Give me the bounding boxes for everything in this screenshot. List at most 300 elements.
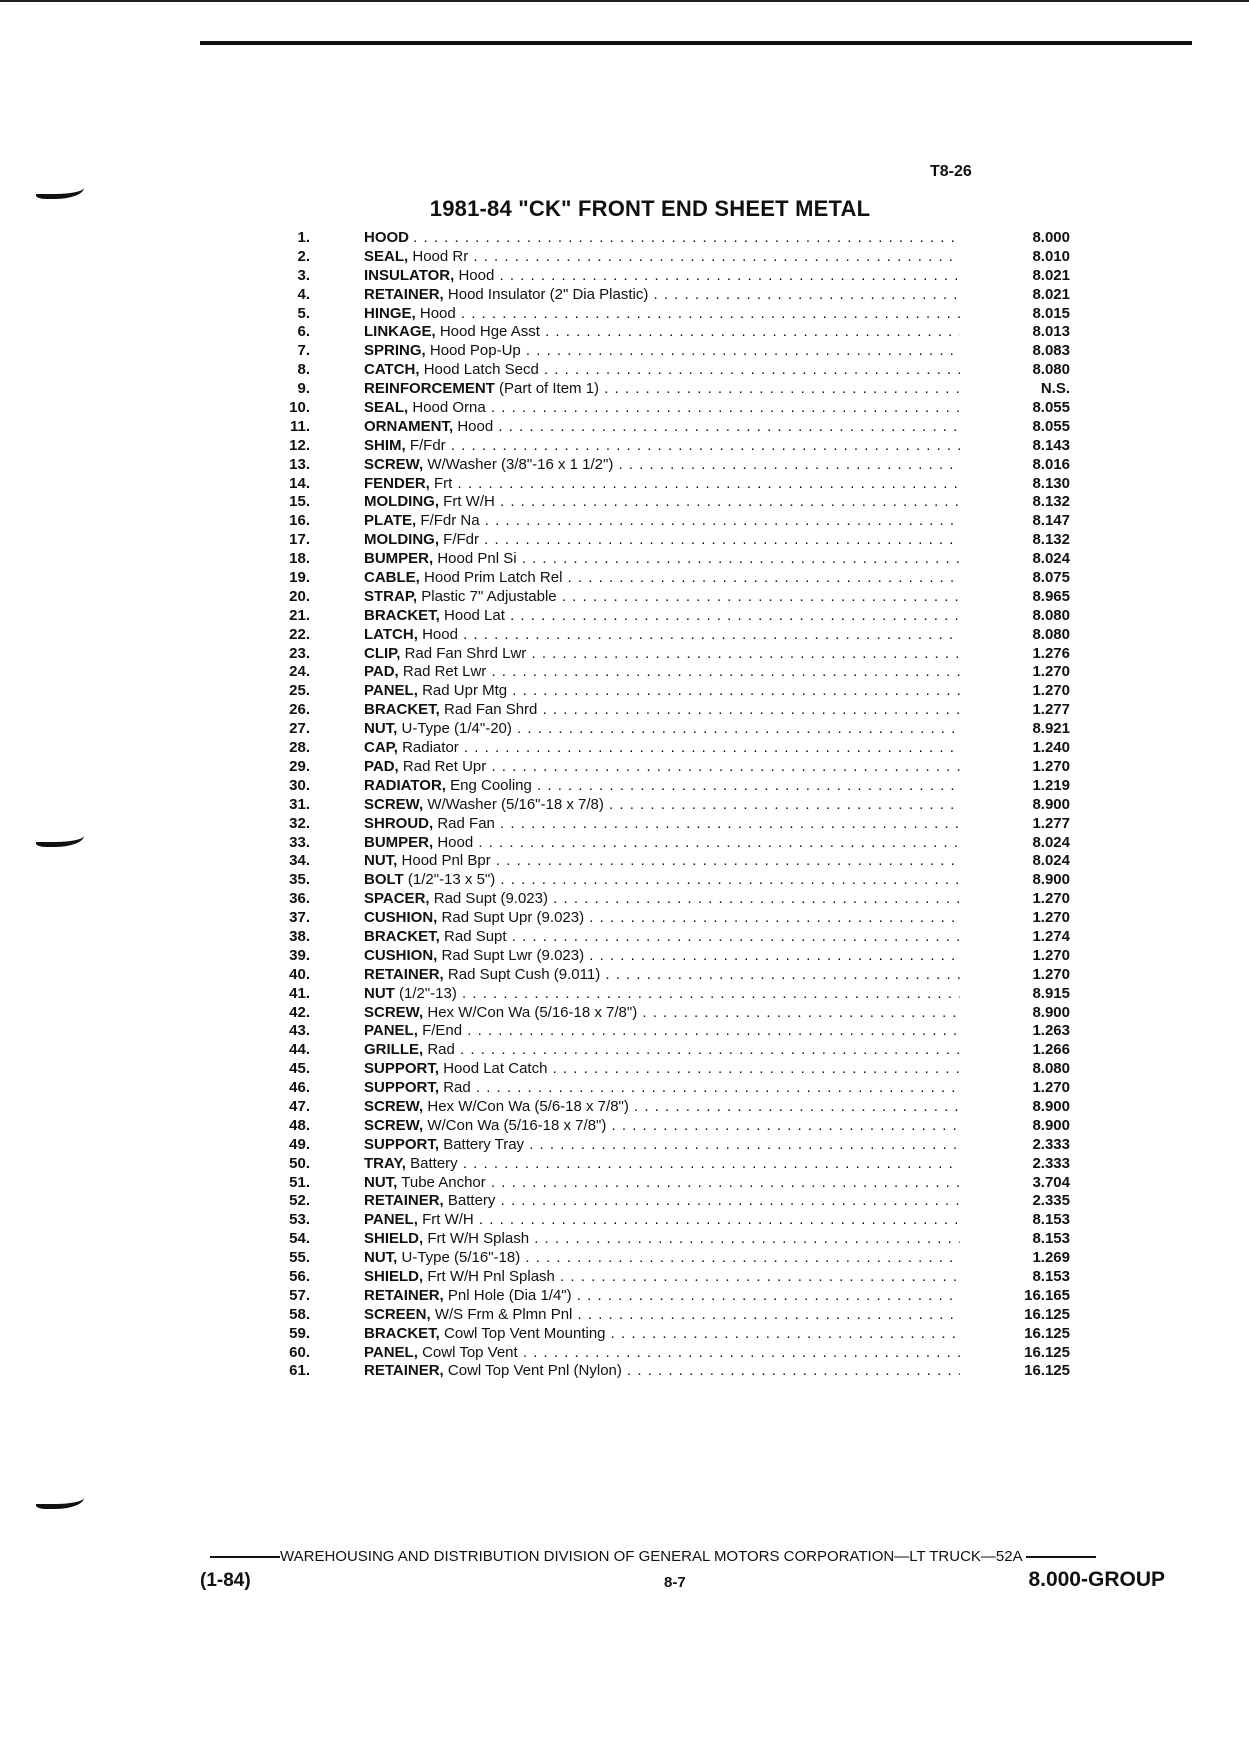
item-number: 45. (289, 1060, 310, 1078)
item-qualifier: Rad Fan (437, 814, 495, 832)
item-qualifier: Hood Orna (412, 399, 486, 417)
item-description (364, 720, 960, 739)
list-item (270, 267, 1070, 286)
list-item (270, 871, 1070, 890)
item-number: 44. (289, 1041, 310, 1059)
item-number: 36. (289, 890, 310, 908)
item-description (364, 1325, 960, 1344)
item-group-code: 1.276 (1032, 644, 1070, 662)
item-name: ORNAMENT, (364, 417, 454, 435)
item-description (364, 1192, 960, 1211)
item-group-code: N.S. (1040, 380, 1070, 398)
item-description (364, 871, 960, 890)
footer-date-code: (1-84) (200, 1570, 251, 1591)
item-qualifier: Rad Ret Lwr (402, 663, 487, 681)
item-description (364, 1211, 960, 1230)
item-name: BOLT (364, 871, 404, 889)
item-group-code: 1.274 (1032, 927, 1070, 945)
item-name: SUPPORT, (364, 1135, 440, 1153)
item-name: CATCH, (364, 361, 420, 379)
item-group-code: 16.125 (1024, 1362, 1070, 1380)
list-item (270, 380, 1070, 399)
item-description (364, 777, 960, 796)
footer-group: 8.000-GROUP (1028, 1568, 1165, 1591)
list-item (270, 1306, 1070, 1325)
list-item (270, 739, 1070, 758)
item-group-code: 8.132 (1032, 531, 1070, 549)
item-qualifier: Hood (422, 625, 458, 643)
item-group-code: 8.900 (1032, 1116, 1070, 1134)
binder-hole-mark (36, 1490, 84, 1509)
item-name: SCREEN, (364, 1305, 431, 1323)
item-description (364, 418, 960, 437)
item-qualifier: Hood Pnl Bpr (401, 852, 491, 870)
item-description (364, 531, 960, 550)
item-number: 52. (289, 1192, 310, 1210)
item-number: 9. (297, 380, 310, 398)
item-group-code: 8.016 (1032, 455, 1070, 473)
item-name: GRILLE, (364, 1041, 424, 1059)
item-qualifier: F/End (422, 1022, 463, 1040)
item-group-code: 8.055 (1032, 417, 1070, 435)
item-name: SCREW, (364, 1116, 424, 1134)
list-item (270, 305, 1070, 324)
item-number: 35. (289, 871, 310, 889)
item-qualifier: Rad Fan Shrd Lwr (404, 644, 527, 662)
list-item (270, 1211, 1070, 1230)
item-number: 1. (297, 229, 310, 246)
item-name: PAD, (364, 663, 399, 681)
item-number: 30. (289, 776, 310, 794)
list-item (270, 852, 1070, 871)
item-description (364, 1004, 960, 1023)
item-group-code: 8.083 (1032, 342, 1070, 360)
item-description (364, 1022, 960, 1041)
item-name: SCREW, (364, 1097, 424, 1115)
item-description (364, 815, 960, 834)
item-qualifier: F/Fdr Na (420, 512, 480, 530)
item-group-code: 8.024 (1032, 852, 1070, 870)
item-group-code: 8.921 (1032, 720, 1070, 738)
item-qualifier: Hood Lat Catch (443, 1060, 548, 1078)
item-group-code: 8.080 (1032, 625, 1070, 643)
item-number: 53. (289, 1211, 310, 1229)
list-item (270, 1344, 1070, 1363)
item-qualifier: W/Washer (3/8"-16 x 1 1/2") (427, 455, 614, 473)
item-qualifier: (Part of Item 1) (499, 380, 600, 398)
item-qualifier: Frt (434, 474, 453, 492)
list-item (270, 1268, 1070, 1287)
item-number: 10. (289, 399, 310, 417)
item-number: 33. (289, 833, 310, 851)
list-item (270, 1004, 1070, 1023)
item-group-code: 1.269 (1032, 1249, 1070, 1267)
item-name: BRACKET, (364, 927, 440, 945)
item-qualifier: Rad Ret Upr (402, 757, 487, 775)
item-group-code: 8.132 (1032, 493, 1070, 511)
item-description (364, 569, 960, 588)
item-description (364, 1268, 960, 1287)
item-number: 57. (289, 1286, 310, 1304)
list-item (270, 720, 1070, 739)
list-item (270, 758, 1070, 777)
item-description (364, 1098, 960, 1117)
item-name: CUSHION, (364, 909, 438, 927)
item-qualifier: Hood Rr (412, 247, 469, 265)
item-group-code: 1.270 (1032, 909, 1070, 927)
item-number: 47. (289, 1097, 310, 1115)
parts-list (270, 229, 1070, 1381)
item-qualifier: Frt W/H Splash (427, 1230, 530, 1248)
footer-division-line (210, 1548, 1170, 1565)
item-description (364, 1079, 960, 1098)
item-number: 37. (289, 909, 310, 927)
item-qualifier: Hood (419, 304, 456, 322)
item-name: SCREW, (364, 795, 424, 813)
item-number: 38. (289, 927, 310, 945)
item-group-code: 1.270 (1032, 757, 1070, 775)
item-name: RADIATOR, (364, 776, 446, 794)
item-name: RETAINER, (364, 1192, 444, 1210)
item-qualifier: U-Type (1/4"-20) (401, 720, 512, 738)
list-item (270, 512, 1070, 531)
item-qualifier: Frt W/H (443, 493, 495, 511)
item-name: SEAL, (364, 399, 409, 417)
item-number: 19. (289, 569, 310, 587)
item-description (364, 1041, 960, 1060)
item-number: 43. (289, 1022, 310, 1040)
list-item (270, 1230, 1070, 1249)
binder-hole-mark (36, 828, 84, 847)
item-qualifier: W/Washer (5/16"-18 x 7/8) (427, 795, 604, 813)
item-description (364, 909, 960, 928)
item-qualifier: W/S Frm & Plmn Pnl (434, 1305, 573, 1323)
item-name: BUMPER, (364, 550, 434, 568)
list-item (270, 1249, 1070, 1268)
item-number: 55. (289, 1249, 310, 1267)
item-number: 7. (297, 342, 310, 360)
item-group-code: 16.125 (1024, 1343, 1070, 1361)
item-description (364, 1155, 960, 1174)
item-number: 21. (289, 606, 310, 624)
item-name: NUT, (364, 1249, 398, 1267)
item-description (364, 947, 960, 966)
item-number: 59. (289, 1324, 310, 1342)
list-item (270, 985, 1070, 1004)
list-item (270, 1060, 1070, 1079)
item-number: 54. (289, 1230, 310, 1248)
item-name: MOLDING, (364, 531, 439, 549)
item-description (364, 1136, 960, 1155)
list-item (270, 663, 1070, 682)
list-item (270, 701, 1070, 720)
item-description (364, 399, 960, 418)
item-qualifier: Rad Supt (9.023) (433, 890, 548, 908)
list-item (270, 1287, 1070, 1306)
item-description (364, 607, 960, 626)
item-qualifier: Frt W/H (422, 1211, 474, 1229)
item-group-code: 8.080 (1032, 606, 1070, 624)
item-description (364, 229, 960, 248)
list-item (270, 323, 1070, 342)
item-number: 42. (289, 1003, 310, 1021)
item-number: 13. (289, 455, 310, 473)
item-description (364, 286, 960, 305)
list-item (270, 645, 1070, 664)
item-qualifier: Hood Hge Asst (439, 323, 540, 341)
item-qualifier: Hex W/Con Wa (5/6-18 x 7/8") (427, 1097, 629, 1115)
binder-hole-mark (36, 180, 84, 199)
item-name: BRACKET, (364, 1324, 440, 1342)
list-item (270, 1041, 1070, 1060)
item-group-code: 16.165 (1024, 1286, 1070, 1304)
list-item (270, 909, 1070, 928)
item-name: INSULATOR, (364, 266, 455, 284)
item-qualifier: Hood Pop-Up (429, 342, 521, 360)
item-group-code: 8.130 (1032, 474, 1070, 492)
item-name: SUPPORT, (364, 1060, 440, 1078)
item-qualifier: Battery Tray (443, 1135, 525, 1153)
item-description (364, 985, 960, 1004)
page-top-border (0, 0, 1249, 2)
item-group-code: 8.080 (1032, 1060, 1070, 1078)
footer-rule-right (1026, 1556, 1096, 1558)
item-number: 46. (289, 1079, 310, 1097)
item-group-code: 8.900 (1032, 1097, 1070, 1115)
item-name: PANEL, (364, 1211, 418, 1229)
item-number: 40. (289, 965, 310, 983)
item-description (364, 890, 960, 909)
item-description (364, 1060, 960, 1079)
item-group-code: 8.900 (1032, 1003, 1070, 1021)
item-description (364, 493, 960, 512)
item-qualifier: Hood Pnl Si (437, 550, 517, 568)
list-item (270, 531, 1070, 550)
item-group-code: 1.270 (1032, 682, 1070, 700)
item-name: SHROUD, (364, 814, 434, 832)
item-number: 3. (297, 266, 310, 284)
item-description (364, 267, 960, 286)
item-description (364, 342, 960, 361)
item-group-code: 8.010 (1032, 247, 1070, 265)
item-name: SCREW, (364, 1003, 424, 1021)
item-qualifier: Frt W/H Pnl Splash (427, 1267, 555, 1285)
item-qualifier: U-Type (5/16"-18) (401, 1249, 521, 1267)
item-name: FENDER, (364, 474, 430, 492)
item-number: 11. (289, 417, 310, 435)
item-number: 48. (289, 1116, 310, 1134)
list-item (270, 607, 1070, 626)
item-group-code: 8.915 (1032, 984, 1070, 1002)
item-name: HOOD (364, 229, 409, 246)
header-rule (200, 41, 1192, 45)
list-item (270, 777, 1070, 796)
item-description (364, 701, 960, 720)
item-description (364, 834, 960, 853)
item-name: NUT (364, 984, 395, 1002)
item-qualifier: W/Con Wa (5/16-18 x 7/8") (427, 1116, 607, 1134)
item-name: SPACER, (364, 890, 430, 908)
item-name: BUMPER, (364, 833, 434, 851)
item-group-code: 1.266 (1032, 1041, 1070, 1059)
item-group-code: 8.055 (1032, 399, 1070, 417)
item-qualifier: Rad Supt Lwr (9.023) (441, 946, 585, 964)
item-number: 17. (289, 531, 310, 549)
item-group-code: 1.277 (1032, 701, 1070, 719)
item-name: PLATE, (364, 512, 417, 530)
item-qualifier: Cowl Top Vent (422, 1343, 518, 1361)
item-name: PANEL, (364, 682, 418, 700)
item-name: NUT, (364, 1173, 398, 1191)
item-group-code: 16.125 (1024, 1324, 1070, 1342)
item-group-code: 8.021 (1032, 266, 1070, 284)
item-description (364, 663, 960, 682)
item-name: SHIM, (364, 436, 406, 454)
item-number: 26. (289, 701, 310, 719)
list-item (270, 248, 1070, 267)
list-item (270, 342, 1070, 361)
item-description (364, 852, 960, 871)
item-qualifier: Rad (443, 1079, 471, 1097)
item-group-code: 2.333 (1032, 1154, 1070, 1172)
item-qualifier: Hood Insulator (2" Dia Plastic) (447, 285, 649, 303)
item-number: 20. (289, 587, 310, 605)
item-number: 34. (289, 852, 310, 870)
list-item (270, 1362, 1070, 1381)
item-group-code: 3.704 (1032, 1173, 1070, 1191)
item-qualifier: Radiator (402, 739, 459, 757)
item-qualifier: Battery (410, 1154, 458, 1172)
item-description (364, 1174, 960, 1193)
item-description (364, 475, 960, 494)
list-item (270, 682, 1070, 701)
item-description (364, 928, 960, 947)
item-number: 28. (289, 739, 310, 757)
item-group-code: 8.143 (1032, 436, 1070, 454)
item-description (364, 361, 960, 380)
list-item (270, 928, 1070, 947)
item-name: PANEL, (364, 1022, 418, 1040)
item-description (364, 682, 960, 701)
item-number: 56. (289, 1267, 310, 1285)
item-group-code: 1.270 (1032, 946, 1070, 964)
item-group-code: 8.153 (1032, 1211, 1070, 1229)
item-description (364, 1287, 960, 1306)
item-group-code: 1.270 (1032, 890, 1070, 908)
item-number: 4. (297, 285, 310, 303)
item-name: BRACKET, (364, 701, 440, 719)
list-item (270, 550, 1070, 569)
item-qualifier: Pnl Hole (Dia 1/4") (447, 1286, 572, 1304)
item-name: SUPPORT, (364, 1079, 440, 1097)
item-group-code: 1.263 (1032, 1022, 1070, 1040)
item-qualifier: (1/2"-13) (399, 984, 457, 1002)
list-item (270, 493, 1070, 512)
list-item (270, 1174, 1070, 1193)
item-number: 50. (289, 1154, 310, 1172)
item-number: 5. (297, 304, 310, 322)
item-description (364, 758, 960, 777)
item-qualifier: Cowl Top Vent Mounting (444, 1324, 606, 1342)
item-description (364, 305, 960, 324)
item-number: 23. (289, 644, 310, 662)
item-name: LINKAGE, (364, 323, 436, 341)
item-group-code: 1.270 (1032, 1079, 1070, 1097)
item-group-code: 8.080 (1032, 361, 1070, 379)
item-group-code: 1.270 (1032, 965, 1070, 983)
item-number: 29. (289, 757, 310, 775)
item-name: SHIELD, (364, 1230, 424, 1248)
item-description (364, 248, 960, 267)
item-name: SEAL, (364, 247, 409, 265)
item-description (364, 437, 960, 456)
item-group-code: 8.021 (1032, 285, 1070, 303)
item-name: RETAINER, (364, 1362, 444, 1380)
item-description (364, 796, 960, 815)
item-name: SPRING, (364, 342, 426, 360)
item-qualifier: Rad Upr Mtg (422, 682, 508, 700)
list-item (270, 1136, 1070, 1155)
item-number: 61. (289, 1362, 310, 1380)
item-qualifier: Battery (447, 1192, 496, 1210)
item-group-code: 8.965 (1032, 587, 1070, 605)
list-item (270, 569, 1070, 588)
footer-division-text: WAREHOUSING AND DISTRIBUTION DIVISION OF GENERAL MOTORS CORPORATION—LT TRUCK—52A (280, 1548, 1022, 1565)
list-item (270, 947, 1070, 966)
item-group-code: 2.333 (1032, 1135, 1070, 1153)
item-description (364, 456, 960, 475)
list-item (270, 229, 1070, 248)
item-number: 31. (289, 795, 310, 813)
item-name: PAD, (364, 757, 399, 775)
item-number: 51. (289, 1173, 310, 1191)
item-name: CUSHION, (364, 946, 438, 964)
item-description (364, 1362, 960, 1381)
item-number: 27. (289, 720, 310, 738)
item-group-code: 8.153 (1032, 1230, 1070, 1248)
item-group-code: 8.075 (1032, 569, 1070, 587)
item-number: 41. (289, 984, 310, 1002)
item-qualifier: Hood Lat (444, 606, 505, 624)
list-item (270, 437, 1070, 456)
item-qualifier: Rad Fan Shrd (444, 701, 538, 719)
item-name: SCREW, (364, 455, 424, 473)
item-group-code: 8.000 (1032, 229, 1070, 246)
item-qualifier: Rad Supt Cush (9.011) (447, 965, 601, 983)
list-item (270, 796, 1070, 815)
item-description (364, 1306, 960, 1325)
item-group-code: 8.153 (1032, 1267, 1070, 1285)
item-name: NUT, (364, 720, 398, 738)
item-number: 58. (289, 1305, 310, 1323)
item-group-code: 8.024 (1032, 550, 1070, 568)
list-item (270, 588, 1070, 607)
item-description (364, 380, 960, 399)
item-group-code: 8.015 (1032, 304, 1070, 322)
item-description (364, 1117, 960, 1136)
list-item (270, 626, 1070, 645)
item-qualifier: Hood Latch Secd (423, 361, 539, 379)
list-item (270, 418, 1070, 437)
item-qualifier: Rad Supt (444, 927, 507, 945)
item-number: 22. (289, 625, 310, 643)
list-item (270, 834, 1070, 853)
item-qualifier: Plastic 7" Adjustable (421, 587, 557, 605)
item-name: RETAINER, (364, 285, 444, 303)
item-number: 6. (297, 323, 310, 341)
list-item (270, 361, 1070, 380)
item-description (364, 1344, 960, 1363)
